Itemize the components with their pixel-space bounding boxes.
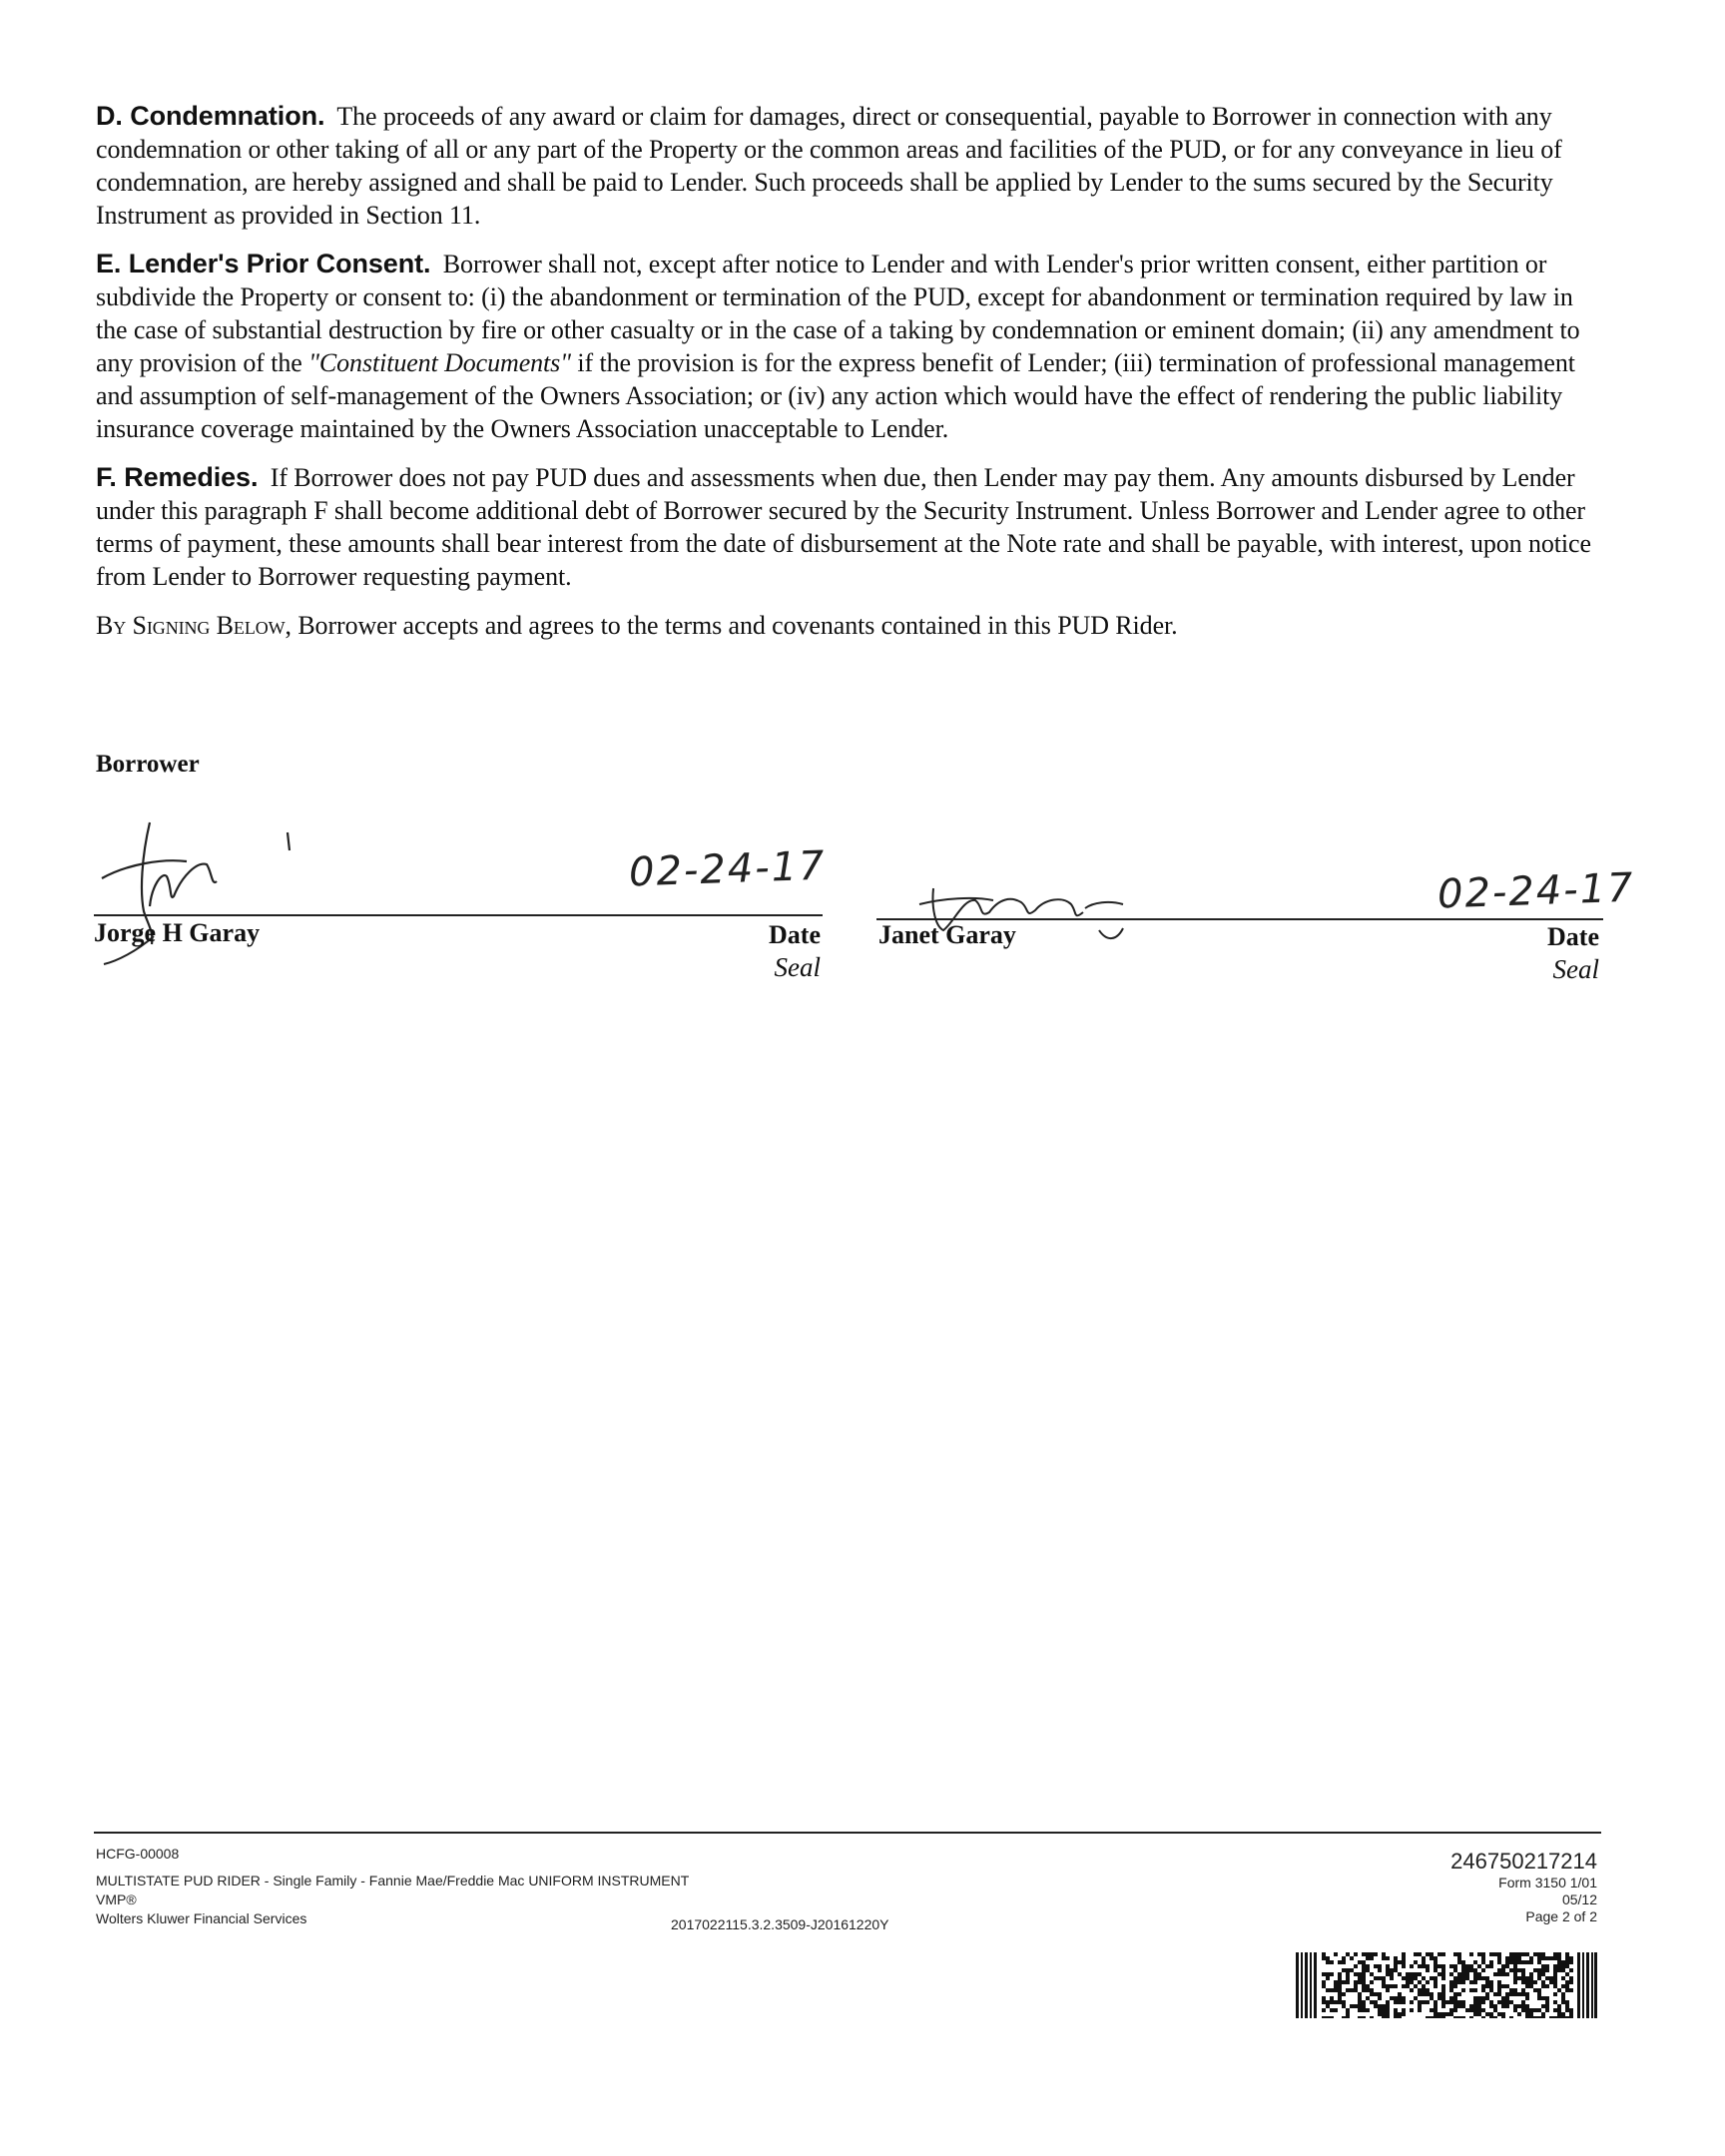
section-remedies	[96, 461, 1603, 593]
seal-label-1: Seal	[774, 952, 821, 982]
loan-number: 246750217214	[1450, 1849, 1597, 1874]
signing-statement	[96, 609, 1603, 642]
seal-label-2: Seal	[1552, 954, 1599, 984]
footer-divider	[94, 1832, 1601, 1834]
vmp-mark: VMP®	[96, 1891, 137, 1907]
section-lenders-prior-consent	[96, 248, 1603, 445]
rider-body	[96, 100, 1603, 658]
section-condemnation	[96, 100, 1603, 232]
signer-name-2: Janet Garay	[878, 920, 1016, 949]
form-number: Form 3150 1/01	[1498, 1875, 1597, 1890]
section-text: The proceeds of any award or claim for damages, direct or consequential, payable to Borrower in connection with any condemnation or other taking of all or any part of the Property or the common areas and facilities of the PUD, or for any conveyance in lieu of condemnation, are hereby assigned and shall be paid to Lender. Such proceeds shall be applied by Lender to the sums secured by the Security Instrument as provided in Section 11.	[96, 102, 1562, 230]
signature-line-1	[94, 914, 823, 916]
company-name: Wolters Kluwer Financial Services	[96, 1910, 307, 1926]
section-heading: E. Lender's Prior Consent.	[96, 249, 431, 278]
page-number: Page 2 of 2	[1525, 1908, 1597, 1924]
footer-form-info	[96, 1845, 689, 1928]
handwritten-date-1: 02-24-17	[628, 842, 828, 896]
signature-jorge-garay	[92, 816, 321, 981]
handwritten-date-2: 02-24-17	[1437, 864, 1636, 918]
barcode-icon	[1296, 1952, 1597, 2018]
section-text-italic: "Constituent Documents"	[308, 348, 571, 377]
date-label-1: Date	[769, 920, 821, 949]
section-heading: F. Remedies.	[96, 462, 259, 492]
section-text: If Borrower does not pay PUD dues and assessments when due, then Lender may pay them. Any amounts disbursed by Lender under this paragraph F shall become additional debt of Borrower secured by the Security Instrument. Unless Borrower and Lender agree to other terms of payment, these amounts shall bear interest from the date of disbursement at the Note rate and shall be payable, with interest, upon notice from Lender to Borrower requesting payment.	[96, 463, 1591, 591]
footer-loan-info	[1450, 1849, 1597, 1925]
signer-name-1: Jorge H Garay	[94, 918, 261, 947]
borrower-label: Borrower	[96, 751, 200, 778]
signing-text: Borrower accepts and agrees to the terms and covenants contained in this PUD Rider.	[297, 611, 1178, 640]
section-heading: D. Condemnation.	[96, 101, 325, 131]
section-text: if the provision is for the express benefit of Lender; (iii) termination of professional management and assumption of self-management of the Owners Association; or (iv) any action which would have the effect of rendering the public liability insurance coverage maintained by the Owners Association unacceptable to Lender.	[96, 348, 1575, 443]
form-code: HCFG-00008	[96, 1846, 180, 1862]
document-id: 2017022115.3.2.3509-J20161220Y	[671, 1916, 889, 1932]
revision-date: 05/12	[1561, 1891, 1597, 1907]
signing-lead: By Signing Below,	[96, 611, 291, 640]
form-title: MULTISTATE PUD RIDER - Single Family - Fannie Mae/Freddie Mac UNIFORM INSTRUMENT	[96, 1873, 690, 1888]
section-text: Borrower shall not, except after notice to Lender and with Lender's prior written consent, either partition or subdivide the Property or consent to: (i) the abandonment or termination of the PUD, except for abandonment or termination required by law in the case of substantial destruction by fire or other casualty or in the case of a taking by condemnation or eminent domain; (ii) any amendment to any provision of the	[96, 250, 1580, 377]
date-label-2: Date	[1547, 922, 1599, 951]
